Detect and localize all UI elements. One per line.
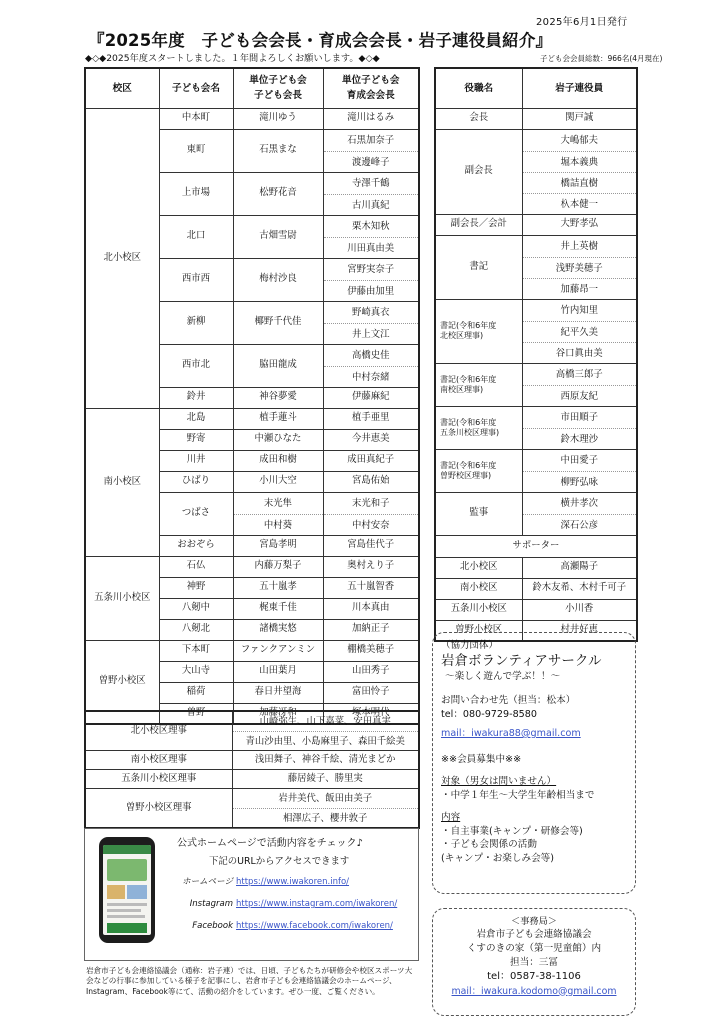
adult-leader-cell: 五十嵐智香: [323, 577, 419, 598]
adult-leader-cell: 山田秀子: [323, 661, 419, 682]
officers-header-row: [435, 68, 637, 108]
supporter-header-row: [435, 535, 637, 557]
member-count: 子ども会会員総数：966名(4月現在): [540, 54, 663, 63]
district-cell: 五条川小校区: [85, 556, 159, 640]
instagram-label: Instagram: [189, 899, 233, 909]
name-line: 鈴木理沙: [523, 428, 637, 449]
club-name-cell: 北島: [159, 408, 233, 429]
header-line: 単位子ども会: [341, 74, 400, 86]
child-leader-cell: 加藤冴和: [233, 703, 323, 724]
supporter-names: 鈴木友希、木村千可子: [522, 578, 637, 599]
club-name-cell: 西市北: [159, 344, 233, 387]
club-name-cell: つばさ: [159, 492, 233, 535]
name-line: 伊藤由加里: [324, 280, 419, 301]
volunteer-mail-link[interactable]: mail：iwakura88@gmail.com: [441, 728, 581, 740]
supporter-district: 五条川小校区: [435, 599, 522, 620]
supporter-district: 南小校区: [435, 578, 522, 599]
issue-date: 2025年6月1日発行: [536, 17, 628, 28]
name-line: 横井孝次: [560, 497, 598, 509]
adult-leader-cell: [323, 129, 419, 172]
director-row: [85, 770, 419, 789]
volunteer-name: 岩倉ボランティアサークル: [441, 652, 602, 669]
table-row: [85, 640, 419, 661]
role-cell: 副会長／会計: [435, 214, 522, 235]
table-row: [85, 108, 419, 129]
club-name-cell: 上市場: [159, 172, 233, 215]
website-subline: 下記のURLからアクセスできます: [209, 856, 350, 867]
table-row: [85, 556, 419, 577]
content-item: ・自主事業(キャンプ・研修会等): [441, 825, 583, 837]
role-cell: [435, 363, 522, 406]
role-line: 北校区理事): [440, 331, 484, 340]
adult-leader-cell: [323, 301, 419, 344]
adult-leader-cell: [323, 258, 419, 301]
name-line: 渡邊峰子: [324, 151, 419, 172]
child-leader-cell: 春日井望海: [233, 682, 323, 703]
club-name-cell: 中本町: [159, 108, 233, 129]
office-org: 岩倉市子ども会連絡協議会: [476, 929, 592, 941]
child-leader-cell: 成田和樹: [233, 450, 323, 471]
role-line: 書記(令和6年度: [440, 417, 497, 427]
name-line: 高橋史佳: [351, 349, 390, 361]
supporter-names: 村井好恵: [522, 620, 637, 641]
child-leader-cell: 滝川ゆう: [233, 108, 323, 129]
child-leader-cell: 山田葉月: [233, 661, 323, 682]
officer-row: [435, 214, 637, 235]
adult-leader-cell: 成田真紀子: [323, 450, 419, 471]
name-line: 野崎真衣: [351, 306, 390, 318]
director-row: [85, 751, 419, 770]
name-line: 古川真紀: [324, 194, 419, 215]
name-line: 寺澤千鶴: [351, 177, 390, 189]
child-leader-cell: 中瀬ひなた: [233, 429, 323, 450]
role-cell: 会長: [435, 108, 522, 129]
club-name-cell: 神野: [159, 577, 233, 598]
volunteer-tel: tel：080-9729-8580: [441, 709, 537, 721]
adult-leader-cell: [323, 172, 419, 215]
name-line: 青山沙由里、小島麻里子、森田千絵美: [233, 731, 419, 750]
content-title: 内容: [441, 811, 461, 823]
name-line: 宮野実奈子: [347, 263, 395, 275]
child-leader-cell: 梶東千佳: [233, 598, 323, 619]
name-line: 紀平久美: [523, 321, 637, 342]
child-leader-cell: 神谷夢愛: [233, 387, 323, 408]
officers-table: [434, 67, 638, 642]
name-line: 中村奈緒: [324, 366, 419, 387]
child-leader-cell: [233, 492, 323, 535]
officer-names-cell: [522, 492, 637, 535]
officer-row: [435, 129, 637, 214]
officer-names-cell: 関戸誠: [522, 108, 637, 129]
child-leader-cell: 椰野千代佳: [233, 301, 323, 344]
role-cell: 監事: [435, 492, 522, 535]
adult-leader-cell: 宮島佳代子: [323, 535, 419, 556]
volunteer-tagline: ～楽しく遊んで学ぶ！！～: [445, 671, 561, 683]
child-leader-cell: ファンクアンミン: [233, 640, 323, 661]
district-cell: 北小校区: [85, 108, 159, 408]
name-line: 井上文江: [324, 323, 419, 344]
child-leader-cell: 諸橋実悠: [233, 619, 323, 640]
club-name-cell: 野寄: [159, 429, 233, 450]
facebook-link[interactable]: https://www.facebook.com/iwakoren/: [236, 921, 393, 931]
child-leader-cell: 脇田龍成: [233, 344, 323, 387]
role-cell: [435, 406, 522, 449]
child-leader-cell: 植手蓮斗: [233, 408, 323, 429]
officer-row: [435, 363, 637, 406]
office-place: くすのきの家（第一児童館）内: [466, 943, 602, 955]
role-cell: [435, 299, 522, 363]
main-table: [84, 67, 420, 725]
name-line: 岩井美代、飯田由美子: [278, 793, 373, 804]
club-name-cell: 八剱中: [159, 598, 233, 619]
adult-leader-cell: 伊藤麻紀: [323, 387, 419, 408]
name-line: 竹内知里: [560, 304, 598, 316]
homepage-link[interactable]: https://www.iwakoren.info/: [236, 877, 350, 887]
director-names: [232, 711, 419, 751]
club-name-cell: 大山寺: [159, 661, 233, 682]
supporter-district: 北小校区: [435, 557, 522, 578]
club-name-cell: 西市西: [159, 258, 233, 301]
name-line: 橋詰直樹: [523, 172, 637, 193]
officers-header-cell: 役職名: [435, 68, 522, 108]
activity-description: 岩倉市子ども会連絡協議会（通称：岩子連）では、日頃、子どもたちが研修会や校区スポーツ大会などの行事に参加している様子を記事にし、岩倉市子ども会連絡協議会のホームページ、Instagram、Facebook等にて、活動の紹介をしています。ぜひ一度、ご覧ください。: [86, 966, 413, 996]
supporter-row: [435, 557, 637, 578]
officer-row: [435, 406, 637, 449]
name-line: 市田順子: [560, 411, 598, 423]
director-district: 南小校区理事: [85, 751, 232, 770]
adult-leader-cell: 滝川はるみ: [323, 108, 419, 129]
volunteer-label: （協力団体）: [441, 640, 499, 651]
recruit-notice: ※※会員募集中※※: [441, 753, 522, 765]
main-header-row: [85, 68, 419, 108]
header-line: 育成会会長: [346, 90, 395, 102]
adult-leader-cell: 奥村えり子: [323, 556, 419, 577]
adult-leader-cell: 川本真由: [323, 598, 419, 619]
director-row: [85, 711, 419, 751]
name-line: 石黒加奈子: [347, 134, 395, 146]
club-name-cell: 東町: [159, 129, 233, 172]
adult-leader-cell: 棚橋美穂子: [323, 640, 419, 661]
office-label: ＜事務局＞: [511, 916, 557, 927]
name-line: 西原友紀: [523, 385, 637, 406]
role-cell: 副会長: [435, 129, 522, 214]
name-line: 末光和子: [351, 497, 390, 509]
club-name-cell: 曽野: [159, 703, 233, 724]
supporter-row: [435, 578, 637, 599]
office-person: 担当：三冨: [510, 957, 558, 969]
child-leader-cell: 小川大空: [233, 471, 323, 492]
content-item: ・子ども会関係の活動: [441, 839, 537, 851]
name-line: 大嶋郁夫: [560, 134, 598, 146]
director-district: 曽野小校区理事: [85, 789, 232, 829]
director-district: 北小校区理事: [85, 711, 232, 751]
volunteer-contact: お問い合わせ先（担当：松本）: [441, 695, 576, 707]
officer-row: [435, 108, 637, 129]
supporter-names: 高瀬陽子: [522, 557, 637, 578]
officer-names-cell: [522, 406, 637, 449]
office-box: [432, 908, 636, 1016]
page-title: 『2025年度 子ども会会長・育成会会長・岩子連役員紹介』: [88, 31, 553, 50]
name-line: 相澤広子、櫻井敦子: [233, 808, 419, 827]
director-names: [232, 789, 419, 829]
homepage-label: ホームページ: [182, 877, 233, 887]
adult-leader-cell: 富田怜子: [323, 682, 419, 703]
target-text: ・中学１年生～大学生年齢相当まで: [441, 789, 595, 801]
volunteer-circle-box: [432, 632, 636, 894]
director-names: 藤居綾子、勝里実: [232, 770, 419, 789]
name-line: 高橋三郎子: [555, 368, 603, 380]
child-leader-cell: 内藤万梨子: [233, 556, 323, 577]
name-line: 深石公彦: [523, 514, 637, 535]
club-name-cell: 北口: [159, 215, 233, 258]
facebook-label: Facebook: [192, 921, 233, 931]
officers-header-cell: 岩子連役員: [522, 68, 637, 108]
target-title: 対象（男女は問いません）: [441, 775, 557, 787]
website-headline: 公式ホームページで活動内容をチェック♪: [177, 838, 363, 849]
adult-leader-cell: 植手亜里: [323, 408, 419, 429]
club-name-cell: 下本町: [159, 640, 233, 661]
club-name-cell: 石仏: [159, 556, 233, 577]
directors-table: [84, 710, 420, 829]
officer-names-cell: [522, 129, 637, 214]
office-tel: tel：0587-38-1106: [487, 971, 581, 983]
name-line: 栗木知秋: [351, 220, 390, 232]
name-line: 加藤昂一: [523, 278, 637, 299]
role-cell: 書記: [435, 235, 522, 299]
name-line: 杁本健一: [523, 193, 637, 214]
officer-row: [435, 449, 637, 492]
club-name-cell: 川井: [159, 450, 233, 471]
officer-row: [435, 299, 637, 363]
phone-screenshot-image: [99, 837, 155, 943]
child-leader-cell: 五十嵐孝: [233, 577, 323, 598]
director-names: 浅田舞子、神谷千絵、清光まどか: [232, 751, 419, 770]
child-leader-cell: 松野花音: [233, 172, 323, 215]
officer-names-cell: [522, 449, 637, 492]
club-name-cell: 新柳: [159, 301, 233, 344]
content-item: (キャンプ・お楽しみ会等): [441, 853, 555, 865]
officer-names-cell: [522, 363, 637, 406]
supporter-header: サポーター: [435, 535, 637, 557]
adult-leader-cell: 塚本明代: [323, 703, 419, 724]
child-leader-cell: 宮島孝明: [233, 535, 323, 556]
name-line: 山崎弥生、山下嘉菜、安田真実: [259, 716, 391, 727]
role-cell: [435, 449, 522, 492]
name-line: 末光隼: [263, 497, 293, 509]
name-line: 柳野弘咏: [523, 471, 637, 492]
club-name-cell: おおぞら: [159, 535, 233, 556]
officer-names-cell: [522, 299, 637, 363]
name-line: 浅野美穂子: [523, 257, 637, 278]
adult-leader-cell: [323, 344, 419, 387]
office-mail-link[interactable]: mail：iwakura.kodomo@gmail.com: [451, 985, 617, 997]
name-line: 中村葵: [234, 514, 323, 535]
role-line: 曽野校区理事): [440, 470, 492, 480]
club-name-cell: 鈴井: [159, 387, 233, 408]
supporter-row: [435, 599, 637, 620]
child-leader-cell: 古畑雪尉: [233, 215, 323, 258]
instagram-link[interactable]: https://www.instagram.com/iwakoren/: [236, 899, 398, 909]
adult-leader-cell: 今井恵美: [323, 429, 419, 450]
supporter-names: 小川香: [522, 599, 637, 620]
adult-leader-cell: 加納正子: [323, 619, 419, 640]
supporter-district: 曽野小校区: [435, 620, 522, 641]
club-name-cell: ひばり: [159, 471, 233, 492]
adult-leader-cell: [323, 492, 419, 535]
director-district: 五条川小校区理事: [85, 770, 232, 789]
adult-leader-cell: [323, 215, 419, 258]
role-line: 南校区理事): [440, 384, 484, 394]
role-line: 書記(令和6年度: [440, 460, 497, 470]
director-row: [85, 789, 419, 829]
main-header-cell: [233, 68, 323, 108]
name-line: 中村安奈: [324, 514, 419, 535]
header-line: 単位子ども会: [249, 74, 307, 86]
greeting-line: ◆◇◆2025年度スタートしました。１年間よろしくお願いします。◆◇◆: [85, 53, 380, 64]
officer-row: [435, 235, 637, 299]
club-name-cell: 八剱北: [159, 619, 233, 640]
name-line: 井上英樹: [560, 240, 598, 252]
child-leader-cell: 梅村沙良: [233, 258, 323, 301]
name-line: 中田愛子: [560, 454, 598, 466]
table-row: [85, 408, 419, 429]
name-line: 谷口眞由美: [523, 342, 637, 363]
district-cell: 南小校区: [85, 408, 159, 556]
name-line: 川田真由美: [324, 237, 419, 258]
adult-leader-cell: 宮島佑始: [323, 471, 419, 492]
main-header-cell: 子ども会名: [159, 68, 233, 108]
officer-names-cell: 大野孝弘: [522, 214, 637, 235]
district-cell: 曽野小校区: [85, 640, 159, 724]
main-header-cell: 校区: [85, 68, 159, 108]
name-line: 堀本義典: [523, 151, 637, 172]
main-header-cell: [323, 68, 419, 108]
child-leader-cell: 石黒まな: [233, 129, 323, 172]
header-line: 子ども会長: [254, 90, 302, 102]
role-line: 書記(令和6年度: [440, 321, 497, 331]
club-name-cell: 稲荷: [159, 682, 233, 703]
role-line: 五条川校区理事): [440, 427, 500, 437]
officer-row: [435, 492, 637, 535]
website-box: [84, 828, 419, 961]
officer-names-cell: [522, 235, 637, 299]
role-line: 書記(令和6年度: [440, 374, 497, 384]
